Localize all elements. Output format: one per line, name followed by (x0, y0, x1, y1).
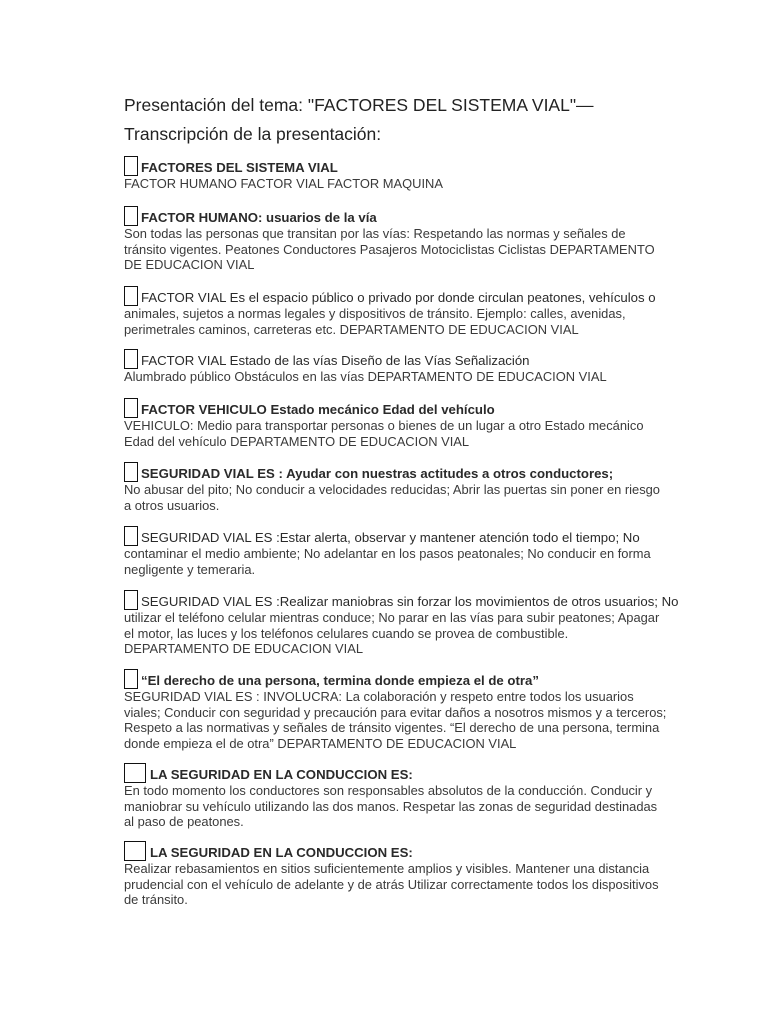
slide-heading (124, 286, 704, 306)
slide-body (124, 783, 704, 830)
slide-heading-text: FACTOR VIAL Estado de las vías Diseño de las Vías Señalización (141, 353, 530, 368)
slide-body-line: animales, sujetos a normas legales y dispositivos de tránsito. Ejemplo: calles, avenidas, (124, 306, 626, 321)
slide-thumbnail-icon (124, 206, 138, 226)
slide-thumbnail-icon (124, 156, 138, 176)
slide-block (124, 398, 704, 449)
slide-heading-text: “El derecho de una persona, termina donde empieza el de otra” (141, 673, 539, 688)
slide-body (124, 306, 704, 337)
slide-block (124, 349, 704, 385)
slide-body (124, 546, 704, 577)
slide-body (124, 226, 704, 273)
slide-heading-text: SEGURIDAD VIAL ES :Realizar maniobras sin forzar los movimientos de otros usuarios; No (141, 594, 679, 609)
slide-block (124, 462, 704, 513)
slide-heading (124, 398, 704, 418)
slide-body-line: prudencial con el vehículo de adelante y de atrás Utilizar correctamente todos los dispositivos (124, 876, 659, 892)
slide-thumbnail-icon (124, 526, 138, 546)
slide-heading-text: FACTOR HUMANO: usuarios de la vía (141, 210, 377, 225)
slide-body (124, 610, 704, 657)
slide-block (124, 841, 704, 908)
slide-body-line: Respeto a las normativas y señales de tránsito vigentes. “El derecho de una persona, termina (124, 720, 660, 735)
slide-body-line: perimetrales caminos, carreteras etc. DEPARTAMENTO DE EDUCACION VIAL (124, 321, 579, 337)
slide-body-line: maniobrar su vehículo utilizando las dos manos. Respetar las zonas de seguridad destinadas (124, 798, 658, 814)
slide-body-line: el motor, las luces y los teléfonos celulares cuando se provea de combustible. (124, 625, 569, 641)
slide-body-line: al paso de peatones. (124, 814, 244, 829)
slide-body (124, 418, 704, 449)
slide-block (124, 286, 704, 337)
slide-body-line: FACTOR HUMANO FACTOR VIAL FACTOR MAQUINA (124, 176, 443, 191)
slide-body (124, 176, 704, 192)
slide-heading (124, 590, 704, 610)
slide-body (124, 482, 704, 513)
slide-thumbnail-icon (124, 669, 138, 689)
slide-body (124, 369, 704, 385)
slide-heading-text: FACTOR VEHICULO Estado mecánico Edad del vehículo (141, 402, 495, 417)
slide-body-line: de tránsito. (124, 892, 188, 907)
slide-heading-text: FACTORES DEL SISTEMA VIAL (141, 160, 338, 175)
slide-body-line: VEHICULO: Medio para transportar personas o bienes de un lugar a otro Estado mecánico (124, 418, 644, 433)
slide-block (124, 206, 704, 273)
slide-thumbnail-icon (124, 590, 138, 610)
slide-body-line: a otros usuarios. (124, 497, 220, 513)
slide-body-line: tránsito vigentes. Peatones Conductores Pasajeros Motociclistas Ciclistas DEPARTAMENTO (124, 241, 655, 257)
slide-heading-text: SEGURIDAD VIAL ES : Ayudar con nuestras actitudes a otros conductores; (141, 466, 614, 481)
slide-body-line: Edad del vehículo DEPARTAMENTO DE EDUCACION VIAL (124, 433, 470, 449)
slide-body-line: contaminar el medio ambiente; No adelantar en los pasos peatonales; No conducir en forma (124, 546, 651, 561)
slide-body (124, 689, 704, 751)
slide-heading-text: FACTOR VIAL Es el espacio público o privado por donde circulan peatones, vehículos o (141, 290, 656, 305)
slide-thumbnail-icon (124, 398, 138, 418)
slide-body-line: SEGURIDAD VIAL ES : INVOLUCRA: La colaboración y respeto entre todos los usuarios (124, 689, 634, 704)
page-subtitle: Transcripción de la presentación: (124, 124, 382, 144)
slide-heading (124, 669, 704, 689)
slide-body (124, 861, 704, 908)
slide-body-line: Son todas las personas que transitan por las vías: Respetando las normas y señales de (124, 226, 626, 241)
slide-heading (124, 763, 704, 783)
slide-block (124, 526, 704, 577)
slide-body-line: Alumbrado público Obstáculos en las vías DEPARTAMENTO DE EDUCACION VIAL (124, 369, 607, 384)
slide-heading (124, 156, 704, 176)
slide-heading (124, 206, 704, 226)
page-title: Presentación del tema: "FACTORES DEL SISTEMA VIAL"— (124, 95, 594, 115)
slide-heading (124, 526, 704, 546)
slide-body-line: viales; Conducir con seguridad y precaución para evitar daños a nosotros mismos y a terceros; (124, 704, 667, 720)
slide-body-line: DEPARTAMENTO DE EDUCACION VIAL (124, 641, 363, 656)
slide-heading (124, 462, 704, 482)
slide-block (124, 763, 704, 830)
slide-block (124, 590, 704, 657)
slide-body-line: Realizar rebasamientos en sitios suficientemente amplios y visibles. Mantener una distancia (124, 861, 650, 876)
slide-thumbnail-icon (124, 286, 138, 306)
slide-body-line: utilizar el teléfono celular mientras conduce; No parar en las vías para subir peatones; Apagar (124, 610, 660, 625)
slide-thumbnail-icon (124, 462, 138, 482)
slide-body-line: En todo momento los conductores son responsables absolutos de la conducción. Conducir y (124, 783, 653, 798)
slide-thumbnail-icon (124, 841, 146, 861)
slide-block (124, 669, 704, 751)
slide-heading (124, 841, 704, 861)
slide-heading-text: SEGURIDAD VIAL ES :Estar alerta, observar y mantener atención todo el tiempo; No (141, 530, 640, 545)
slide-thumbnail-icon (124, 349, 138, 369)
slide-thumbnail-icon (124, 763, 146, 783)
slide-body-line: No abusar del pito; No conducir a velocidades reducidas; Abrir las puertas sin poner en riesgo (124, 482, 660, 497)
slide-heading (124, 349, 704, 369)
slide-body-line: negligente y temeraria. (124, 561, 256, 577)
slide-heading-text: LA SEGURIDAD EN LA CONDUCCION ES: (150, 767, 413, 782)
slide-block (124, 156, 704, 192)
slide-body-line: DE EDUCACION VIAL (124, 257, 255, 272)
slide-body-line: donde empieza el de otra” DEPARTAMENTO DE EDUCACION VIAL (124, 735, 517, 751)
slide-heading-text: LA SEGURIDAD EN LA CONDUCCION ES: (150, 845, 413, 860)
